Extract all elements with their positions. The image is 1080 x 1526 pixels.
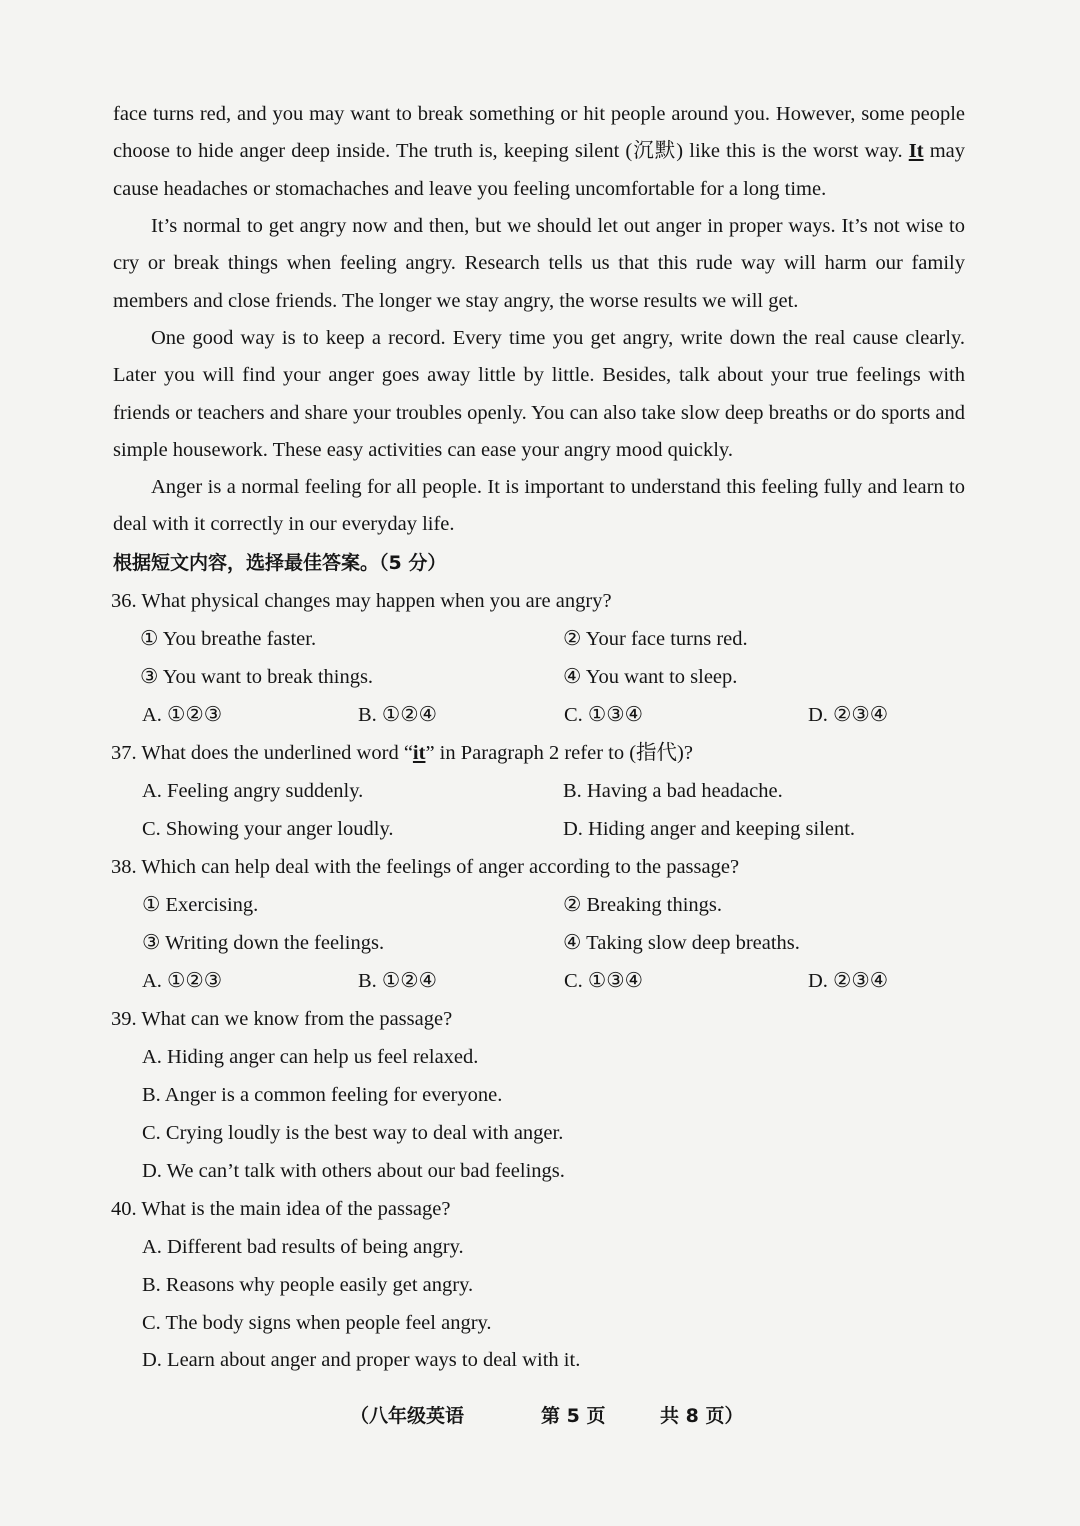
q36-statement-4: ④ You want to sleep.	[563, 666, 738, 688]
q39-choice-b[interactable]: B. Anger is a common feeling for everyone.	[142, 1084, 503, 1106]
q36-choice-a[interactable]: A. ①②③	[142, 704, 223, 726]
q40-choice-a[interactable]: A. Different bad results of being angry.	[142, 1236, 464, 1258]
q38-statement-1: ① Exercising.	[142, 894, 259, 916]
q36-statement-3: ③ You want to break things.	[140, 666, 374, 688]
q37-choice-a[interactable]: A. Feeling angry suddenly.	[142, 780, 364, 802]
passage-paragraph-2: It’s normal to get angry now and then, but we should let out anger in proper ways. It’s not wise to cry or break things when feeling angry. Research tells us that this rude way will harm our family members and close friends. The longer we stay angry, the worse results we will get.	[113, 215, 965, 312]
question-38-stem: 38. Which can help deal with the feelings of anger according to the passage?	[111, 856, 740, 878]
q39-choice-d[interactable]: D. We can’t talk with others about our bad feelings.	[142, 1160, 565, 1182]
question-text: 37. What does the underlined word “	[111, 742, 413, 764]
question-40-stem: 40. What is the main idea of the passage?	[111, 1198, 451, 1220]
q38-statement-4: ④ Taking slow deep breaths.	[563, 932, 800, 954]
q38-choice-d[interactable]: D. ②③④	[808, 970, 889, 992]
q38-choice-b[interactable]: B. ①②④	[358, 970, 438, 992]
passage-text: may cause headaches or stomachaches and leave you feeling uncomfortable for a long time.	[113, 140, 965, 200]
passage-text: face turns red, and you may want to break something or hit people around you. However, some people choose to hide anger deep inside. The truth is, keeping silent (沉默) like this is the worst way.	[113, 103, 965, 163]
q36-statement-1: ① You breathe faster.	[140, 628, 317, 650]
q36-choice-c[interactable]: C. ①③④	[564, 704, 644, 726]
q40-choice-c[interactable]: C. The body signs when people feel angry.	[142, 1312, 492, 1334]
q38-choice-a[interactable]: A. ①②③	[142, 970, 223, 992]
passage-paragraph-1	[113, 96, 965, 208]
footer-page-number: 第 5 页	[541, 1405, 606, 1427]
question-text: ” in Paragraph 2 refer to (指代)?	[425, 742, 693, 764]
section-instruction: 根据短文内容，选择最佳答案。（5 分）	[113, 552, 447, 574]
q37-choice-b[interactable]: B. Having a bad headache.	[563, 780, 783, 802]
q36-choice-b[interactable]: B. ①②④	[358, 704, 438, 726]
underlined-word-it: It	[908, 140, 924, 163]
q37-choice-c[interactable]: C. Showing your anger loudly.	[142, 818, 394, 840]
underlined-word-it: it	[412, 742, 426, 764]
q36-statement-2: ② Your face turns red.	[563, 628, 748, 650]
question-36-stem: 36. What physical changes may happen when you are angry?	[111, 590, 612, 612]
passage-paragraph-4: Anger is a normal feeling for all people. It is important to understand this feeling fully and learn to deal with it correctly in our everyday life.	[113, 476, 965, 536]
footer-total-pages: 共 8 页）	[660, 1405, 744, 1427]
q37-choice-d[interactable]: D. Hiding anger and keeping silent.	[563, 818, 856, 840]
q40-choice-d[interactable]: D. Learn about anger and proper ways to deal with it.	[142, 1349, 581, 1371]
footer-subject: （八年级英语	[350, 1405, 465, 1427]
q39-choice-c[interactable]: C. Crying loudly is the best way to deal with anger.	[142, 1122, 564, 1144]
q38-statement-3: ③ Writing down the feelings.	[142, 932, 385, 954]
q36-choice-d[interactable]: D. ②③④	[808, 704, 889, 726]
passage-paragraph-3: One good way is to keep a record. Every time you get angry, write down the real cause clearly. Later you will find your anger goes away little by little. Besides, talk about your true feelings with friends or teachers and share your troubles openly. You can also take slow deep breaths or do sports and simple housework. These easy activities can ease your angry mood quickly.	[113, 327, 965, 461]
q38-choice-c[interactable]: C. ①③④	[564, 970, 644, 992]
q38-statement-2: ② Breaking things.	[563, 894, 723, 916]
question-39-stem: 39. What can we know from the passage?	[111, 1008, 453, 1030]
q40-choice-b[interactable]: B. Reasons why people easily get angry.	[142, 1274, 474, 1296]
question-37-stem	[111, 735, 693, 772]
q39-choice-a[interactable]: A. Hiding anger can help us feel relaxed.	[142, 1046, 479, 1068]
